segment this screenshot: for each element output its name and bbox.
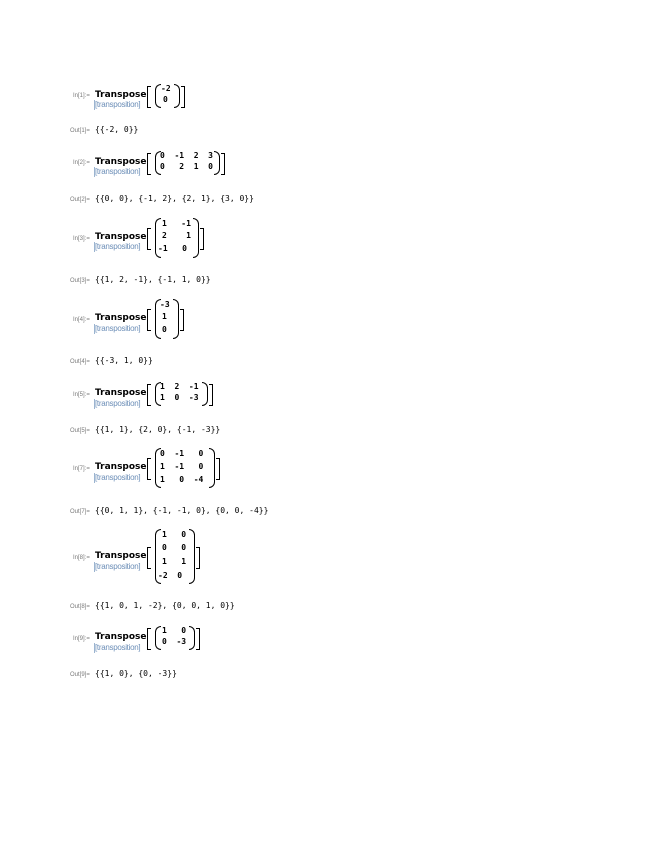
open-bracket — [147, 384, 151, 406]
open-bracket — [147, 458, 151, 480]
open-bracket — [147, 153, 151, 175]
matrix-row: 0 -3 — [162, 637, 187, 646]
close-paren — [174, 84, 180, 108]
close-bracket — [196, 628, 200, 650]
close-bracket — [200, 228, 204, 250]
close-bracket — [196, 547, 200, 569]
out-label: Out[8]= — [70, 604, 90, 610]
function-name: Transpose — [95, 313, 147, 323]
function-name: Transpose — [95, 551, 147, 561]
out-label: Out[4]= — [70, 359, 90, 365]
matrix-row: 0 -1 2 3 — [160, 151, 213, 160]
out-label: Out[2]= — [70, 197, 90, 203]
out-label: Out[9]= — [70, 672, 90, 678]
in-label: In[9]:= — [73, 636, 90, 642]
close-bracket — [180, 309, 184, 331]
matrix-row: 1 0 -3 — [160, 393, 199, 402]
in-label: In[8]:= — [73, 555, 90, 561]
function-hint: [transposition] — [95, 167, 141, 176]
out-label: Out[7]= — [70, 509, 90, 515]
open-bracket — [147, 228, 151, 250]
matrix-row: 2 1 — [162, 231, 191, 240]
open-bracket — [147, 309, 151, 331]
out-label: Out[1]= — [70, 128, 90, 134]
matrix-row: -2 — [161, 84, 171, 93]
in-label: In[3]:= — [73, 236, 90, 242]
matrix-row: 0 — [163, 95, 168, 104]
close-paren — [202, 382, 208, 406]
out-label: Out[5]= — [70, 428, 90, 434]
in-label: In[2]:= — [73, 160, 90, 166]
in-label: In[5]:= — [73, 392, 90, 398]
function-hint: [transposition] — [95, 100, 141, 109]
function-name: Transpose — [95, 157, 147, 167]
close-paren — [189, 626, 195, 650]
output-text: {{0, 1, 1}, {-1, -1, 0}, {0, 0, -4}} — [95, 506, 269, 515]
open-bracket — [147, 547, 151, 569]
in-label: In[4]:= — [73, 317, 90, 323]
output-text: {{1, 0, 1, -2}, {0, 0, 1, 0}} — [95, 601, 235, 610]
close-paren — [173, 299, 179, 339]
in-label: In[7]:= — [73, 466, 90, 472]
open-bracket — [147, 628, 151, 650]
matrix-row: 1 1 — [162, 557, 187, 566]
output-text: {{0, 0}, {-1, 2}, {2, 1}, {3, 0}} — [95, 194, 254, 203]
open-bracket — [147, 86, 151, 108]
output-text: {{1, 1}, {2, 0}, {-1, -3}} — [95, 425, 221, 434]
matrix-row: 0 — [162, 325, 167, 334]
close-paren — [193, 218, 199, 258]
function-hint: [transposition] — [95, 242, 141, 251]
output-text: {{-2, 0}} — [95, 125, 139, 134]
close-paren — [209, 448, 215, 488]
matrix-row: 0 2 1 0 — [160, 162, 213, 171]
open-paren — [155, 626, 161, 650]
function-hint: [transposition] — [95, 473, 141, 482]
function-name: Transpose — [95, 462, 147, 472]
function-name: Transpose — [95, 90, 147, 100]
matrix-row: 1 0 — [162, 626, 187, 635]
in-label: In[1]:= — [73, 93, 90, 99]
out-label: Out[3]= — [70, 278, 90, 284]
matrix-row: 1 2 -1 — [160, 382, 199, 391]
close-bracket — [209, 384, 213, 406]
close-bracket — [216, 458, 220, 480]
function-hint: [transposition] — [95, 562, 141, 571]
output-text: {{-3, 1, 0}} — [95, 356, 153, 365]
close-bracket — [221, 153, 225, 175]
function-hint: [transposition] — [95, 324, 141, 333]
output-text: {{1, 0}, {0, -3}} — [95, 669, 177, 678]
matrix-row: 1 -1 0 — [160, 462, 204, 471]
function-name: Transpose — [95, 232, 147, 242]
close-paren — [214, 151, 220, 175]
matrix-row: 1 -1 — [162, 219, 191, 228]
function-hint: [transposition] — [95, 643, 141, 652]
matrix-row: 1 0 -4 — [160, 475, 204, 484]
matrix-row: 1 0 — [162, 530, 187, 539]
matrix-row: 0 0 — [162, 543, 187, 552]
matrix-row: -2 0 — [158, 571, 183, 580]
close-bracket — [181, 86, 185, 108]
function-hint: [transposition] — [95, 399, 141, 408]
function-name: Transpose — [95, 632, 147, 642]
matrix-row: -1 0 — [158, 244, 187, 253]
function-name: Transpose — [95, 388, 147, 398]
output-text: {{1, 2, -1}, {-1, 1, 0}} — [95, 275, 211, 284]
matrix-row: 1 — [162, 312, 167, 321]
matrix-row: -3 — [160, 300, 170, 309]
close-paren — [189, 529, 195, 584]
matrix-row: 0 -1 0 — [160, 449, 204, 458]
